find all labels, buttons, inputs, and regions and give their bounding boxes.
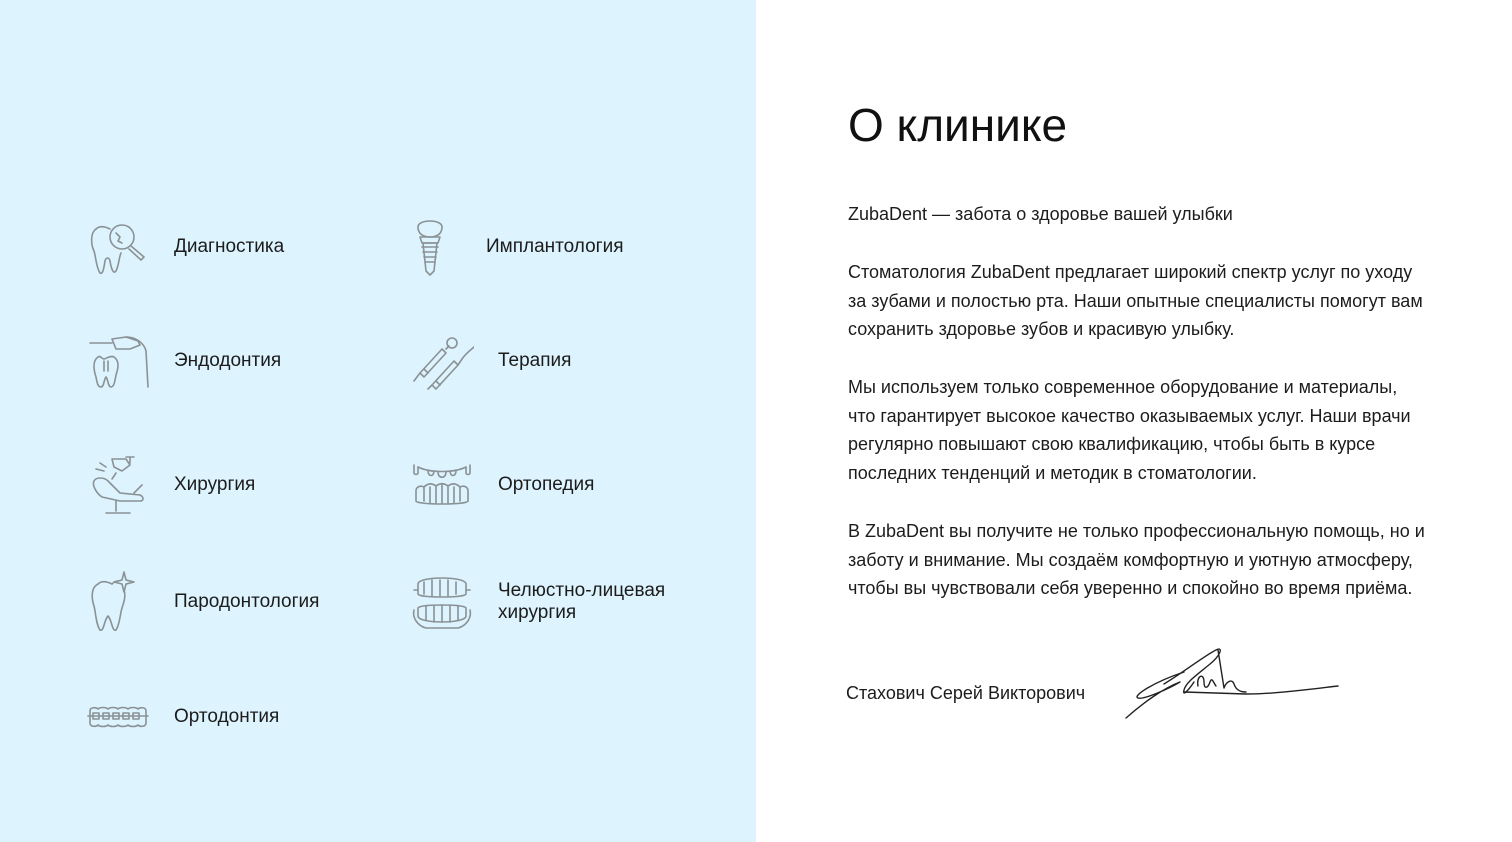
implant-icon (398, 215, 462, 279)
jaw-icon (410, 570, 474, 634)
sparkling-tooth-icon (86, 570, 150, 634)
about-paragraph: В ZubaDent вы получите не только профессиональную помощь, но и заботу и внимание. Мы создаём комфортную и уютную атмосферу, чтобы вы чувствовали себя уверенно и спокойно во время приёма. (848, 521, 1425, 599)
author-name: Стахович Серей Викторович (846, 683, 1086, 703)
service-orthopedics[interactable] (410, 453, 594, 517)
tooth-drill-icon (86, 329, 150, 393)
service-label: Хирургия (174, 474, 256, 495)
service-endodontics[interactable] (86, 329, 281, 393)
service-maxillofacial-surgery[interactable] (410, 570, 738, 634)
signature-image (1124, 642, 1344, 724)
service-label: Ортопедия (498, 474, 595, 495)
service-surgery[interactable] (86, 453, 255, 517)
service-orthodontics[interactable] (86, 685, 279, 749)
about-paragraph: Стоматология ZubaDent предлагает широкий спектр услуг по уходу за зубами и полостью рта. Наши опытные специалисты помогут вам сохранить здоровье зубов и красивую улыбку. (848, 262, 1423, 340)
service-therapy[interactable] (410, 329, 571, 393)
tagline: ZubaDent — забота о здоровье вашей улыбки (848, 204, 1233, 224)
about-paragraph: Мы используем только современное оборудование и материалы, что гарантирует высокое качество оказываемых услуг. Наши врачи регулярно повышают свою квалификацию, чтобы быть в курсе последних тенденций и методик в стоматологии. (848, 377, 1411, 484)
service-label: Эндодонтия (174, 350, 282, 371)
about-panel (848, 0, 1448, 842)
dental-tools-icon (410, 329, 474, 393)
dental-chair-icon (86, 453, 150, 517)
denture-icon (410, 453, 474, 517)
service-label: Имплантология (486, 236, 624, 257)
service-label: Ортодонтия (174, 706, 280, 727)
braces-icon (86, 685, 150, 749)
service-periodontology[interactable] (86, 570, 319, 634)
service-label: Пародонтология (174, 591, 320, 612)
service-diagnostics[interactable] (86, 215, 284, 279)
service-label: Диагностика (174, 236, 285, 257)
tooth-magnifier-icon (86, 215, 150, 279)
service-label: Терапия (498, 350, 572, 371)
service-implantology[interactable] (398, 215, 624, 279)
service-label: Челюстно-лицевая хирургия (498, 580, 666, 623)
page-title: О клинике (848, 99, 1068, 151)
